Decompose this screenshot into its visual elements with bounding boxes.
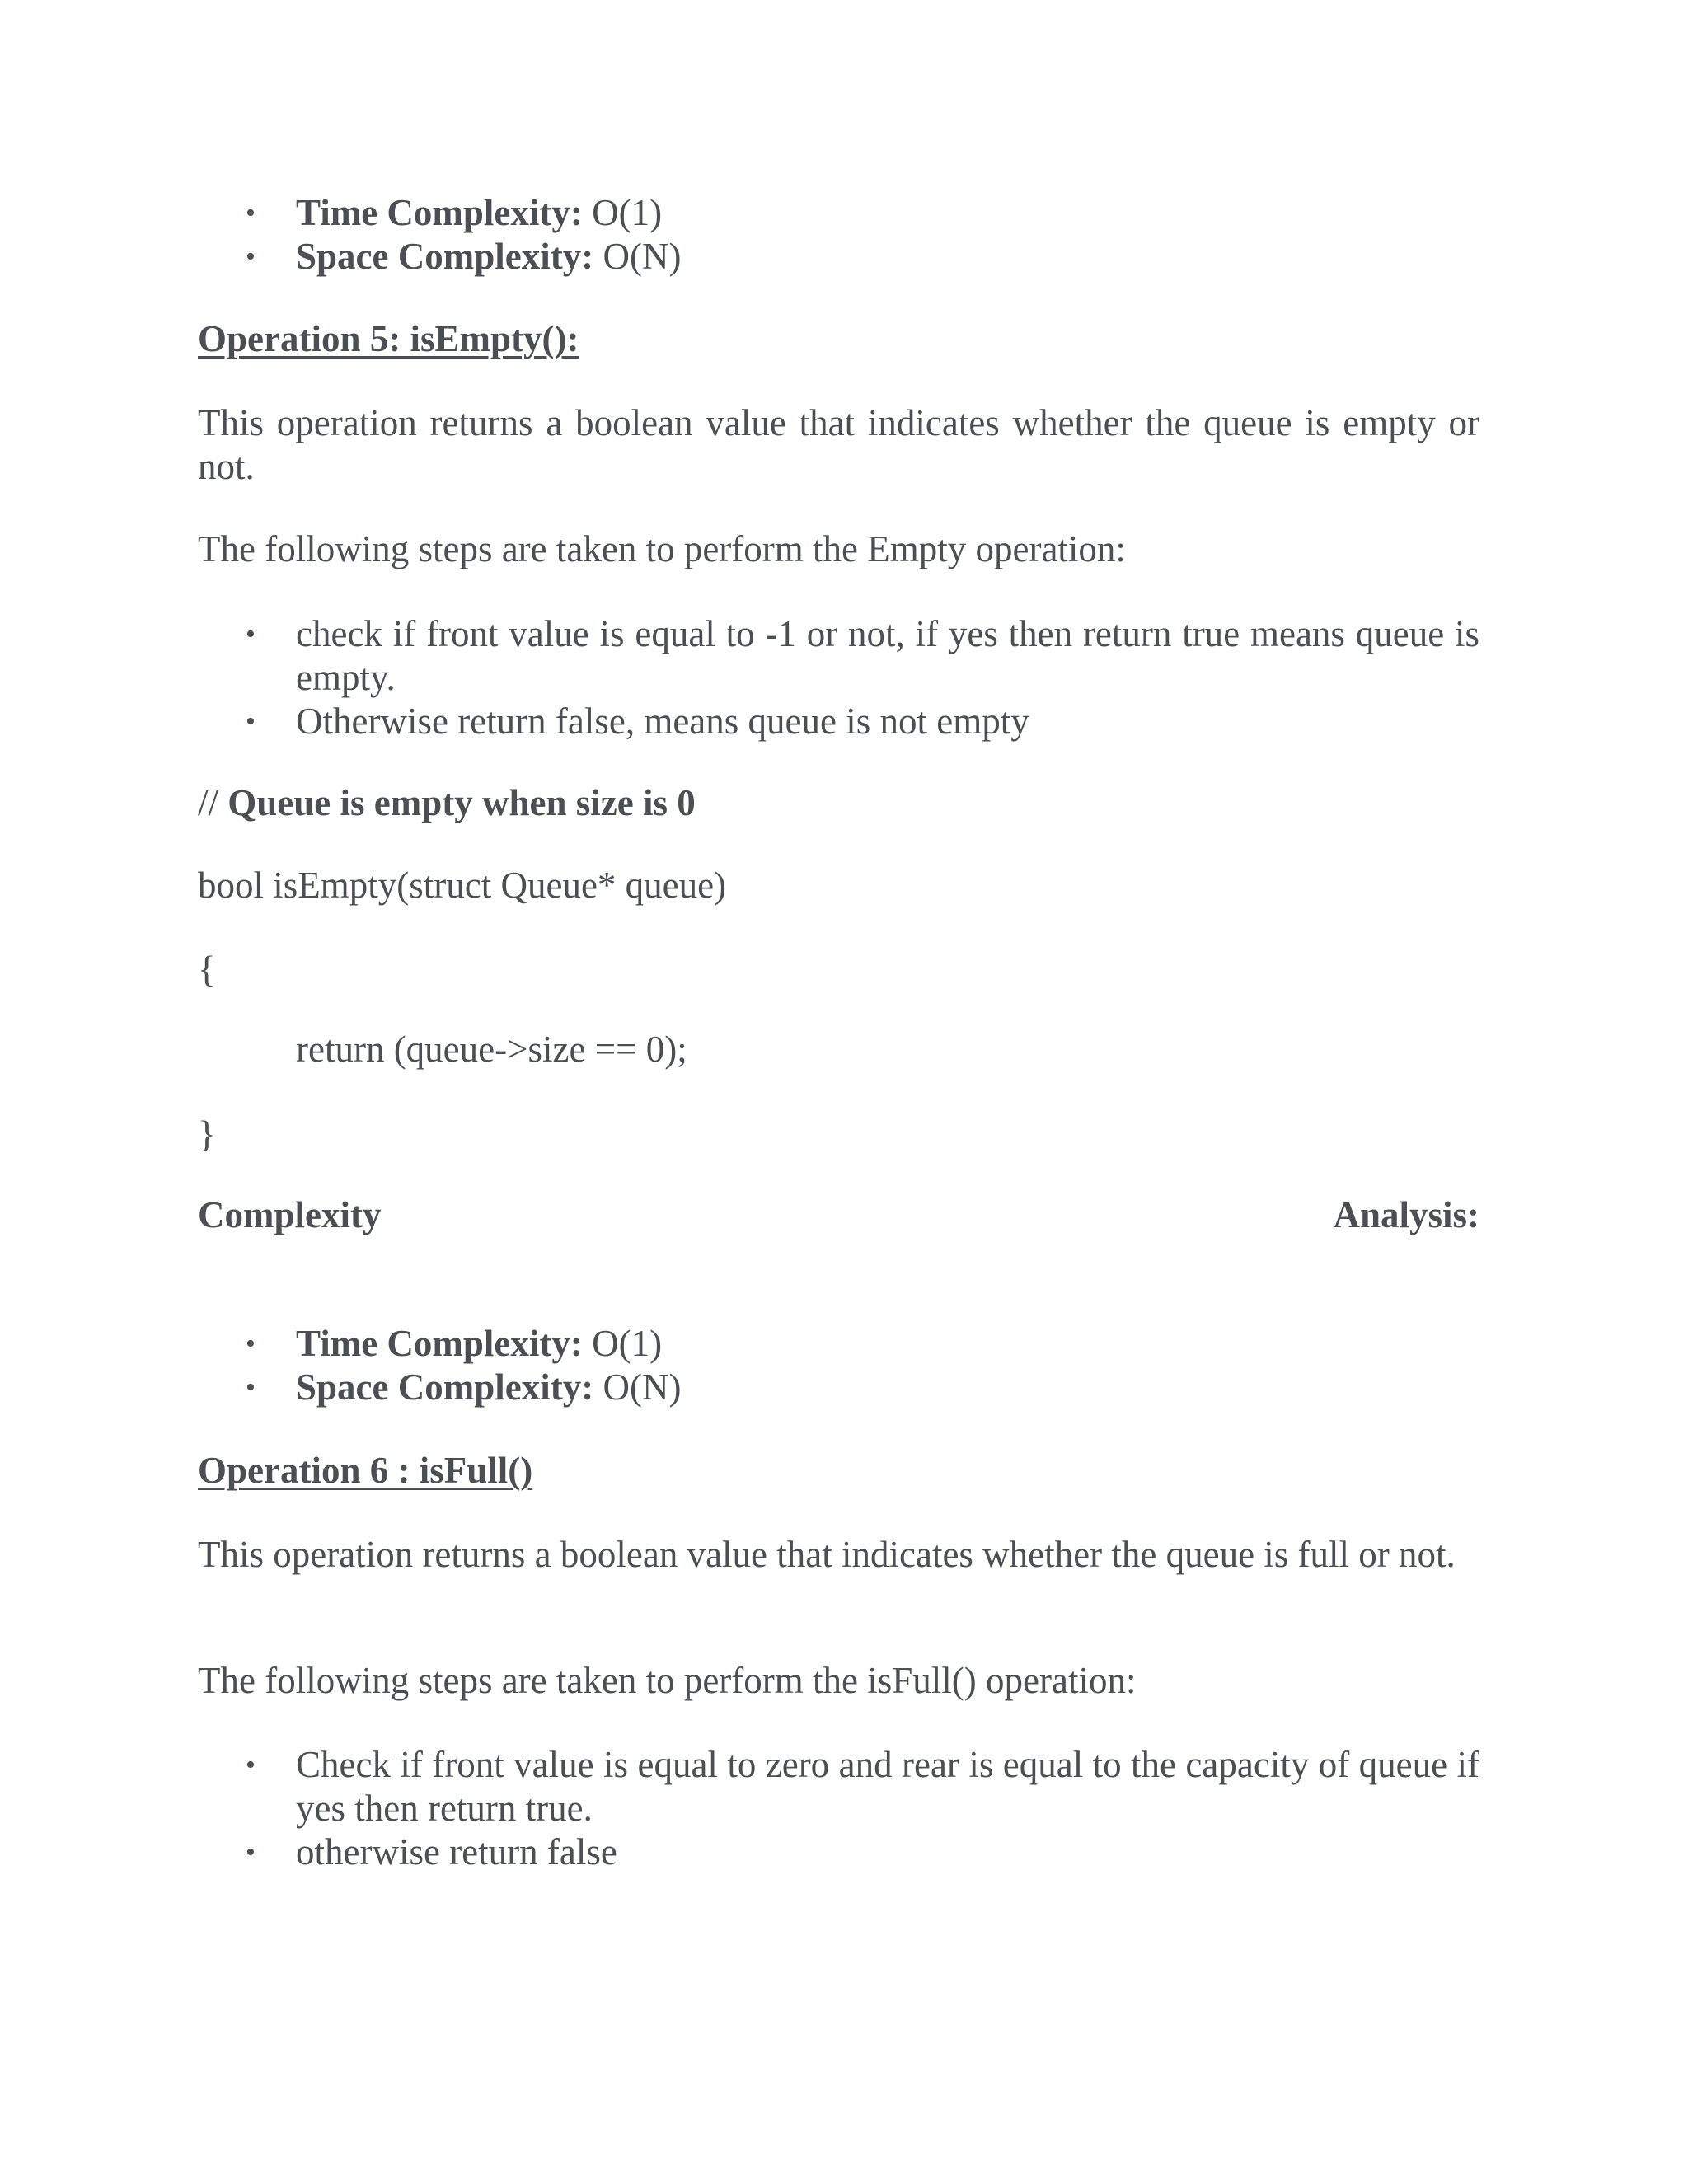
complexity-list-op5 <box>198 1322 1479 1409</box>
code-signature: bool isEmpty(struct Queue* queue) <box>198 865 727 906</box>
op5-steps-list <box>198 612 1479 743</box>
step-text: otherwise return false <box>296 1831 617 1872</box>
bullet-icon: • <box>246 706 256 737</box>
complexity-label: Space Complexity: <box>296 236 594 277</box>
complexity-analysis-heading <box>198 1193 1479 1237</box>
bullet-icon: • <box>246 1372 256 1403</box>
complexity-value: O(1) <box>582 192 663 233</box>
code-close-brace: } <box>198 1113 216 1155</box>
bullet-icon: • <box>246 1329 256 1359</box>
code-comment <box>198 781 1479 825</box>
op6-steps-list <box>198 1743 1479 1874</box>
bullet-icon: • <box>246 619 256 649</box>
list-item <box>198 612 1479 700</box>
list-item <box>198 1322 1479 1366</box>
list-item <box>198 191 1479 235</box>
analysis-right: Analysis: <box>1333 1194 1479 1235</box>
comment-text: Queue is empty when size is 0 <box>227 782 696 823</box>
op5-steps-intro: The following steps are taken to perform the Empty operation: <box>198 528 1126 569</box>
complexity-label: Time Complexity: <box>296 1323 583 1364</box>
bullet-icon: • <box>246 198 256 228</box>
list-item <box>198 700 1479 743</box>
list-item <box>198 1366 1479 1409</box>
list-item <box>198 1743 1479 1830</box>
step-text: Check if front value is equal to zero and rear is equal to the capacity of queue if yes then return true. <box>296 1744 1479 1829</box>
list-item <box>198 1830 1479 1874</box>
section-heading-op6: Operation 6 : isFull() <box>198 1450 533 1491</box>
code-body: return (queue->size == 0); <box>296 1029 687 1070</box>
analysis-left: Complexity <box>198 1194 382 1235</box>
complexity-label: Time Complexity: <box>296 192 583 233</box>
op6-description: This operation returns a boolean value that indicates whether the queue is full or not. <box>198 1534 1456 1575</box>
complexity-label: Space Complexity: <box>296 1366 594 1408</box>
section-heading-op5: Operation 5: isEmpty(): <box>198 318 579 359</box>
bullet-icon: • <box>246 241 256 272</box>
step-text: Otherwise return false, means queue is not empty <box>296 701 1029 742</box>
complexity-value: O(N) <box>593 236 682 277</box>
complexity-list-top <box>198 191 1479 279</box>
list-item <box>198 235 1479 279</box>
op5-description: This operation returns a boolean value that indicates whether the queue is empty or not. <box>198 402 1479 487</box>
bullet-icon: • <box>246 1837 256 1868</box>
op6-steps-intro: The following steps are taken to perform the isFull() operation: <box>198 1660 1137 1701</box>
complexity-value: O(1) <box>582 1323 663 1364</box>
comment-prefix: // <box>198 782 228 823</box>
step-text: check if front value is equal to -1 or not, if yes then return true means queue is empty. <box>296 613 1479 698</box>
bullet-icon: • <box>246 1750 256 1780</box>
code-open-brace: { <box>198 949 216 990</box>
complexity-value: O(N) <box>593 1366 682 1408</box>
